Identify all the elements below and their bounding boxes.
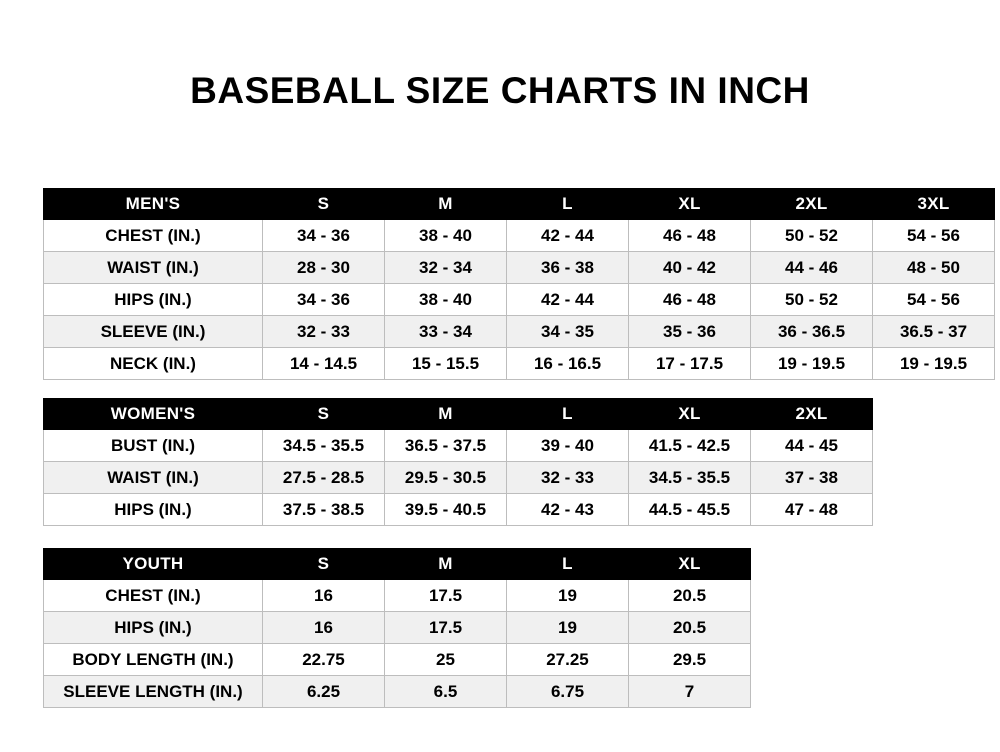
table-cell: 17.5: [385, 580, 507, 612]
mens-size-chart: [43, 188, 995, 380]
table-cell: 14 - 14.5: [263, 348, 385, 380]
table-cell: 29.5 - 30.5: [385, 462, 507, 494]
row-label: CHEST (IN.): [44, 580, 263, 612]
column-header-m: M: [385, 549, 507, 580]
mens-table-head: [44, 189, 995, 220]
womens-table-head: [44, 399, 873, 430]
youth-table-body: [44, 580, 751, 708]
table-cell: 50 - 52: [751, 284, 873, 316]
row-label: SLEEVE LENGTH (IN.): [44, 676, 263, 708]
table-cell: 39.5 - 40.5: [385, 494, 507, 526]
column-header-2xl: 2XL: [751, 189, 873, 220]
table-cell: 38 - 40: [385, 220, 507, 252]
table-cell: 32 - 33: [507, 462, 629, 494]
table-cell: 32 - 34: [385, 252, 507, 284]
table-row: [44, 462, 873, 494]
column-header-m: M: [385, 399, 507, 430]
table-header-row: [44, 189, 995, 220]
womens-table-body: [44, 430, 873, 526]
table-cell: 47 - 48: [751, 494, 873, 526]
table-cell: 28 - 30: [263, 252, 385, 284]
table-cell: 39 - 40: [507, 430, 629, 462]
table-cell: 32 - 33: [263, 316, 385, 348]
column-header-s: S: [263, 549, 385, 580]
youth-size-chart: [43, 548, 751, 708]
table-cell: 27.5 - 28.5: [263, 462, 385, 494]
table-cell: 27.25: [507, 644, 629, 676]
column-header-category: YOUTH: [44, 549, 263, 580]
table-row: [44, 348, 995, 380]
table-cell: 16: [263, 580, 385, 612]
table-cell: 40 - 42: [629, 252, 751, 284]
table-row: [44, 430, 873, 462]
column-header-l: L: [507, 189, 629, 220]
row-label: WAIST (IN.): [44, 462, 263, 494]
row-label: HIPS (IN.): [44, 284, 263, 316]
table-cell: 34.5 - 35.5: [629, 462, 751, 494]
table-cell: 16: [263, 612, 385, 644]
table-cell: 17.5: [385, 612, 507, 644]
table-row: [44, 676, 751, 708]
column-header-s: S: [263, 189, 385, 220]
table-row: [44, 644, 751, 676]
table-cell: 22.75: [263, 644, 385, 676]
table-cell: 36 - 36.5: [751, 316, 873, 348]
table-cell: 54 - 56: [873, 284, 995, 316]
table-cell: 42 - 43: [507, 494, 629, 526]
row-label: SLEEVE (IN.): [44, 316, 263, 348]
column-header-s: S: [263, 399, 385, 430]
table-cell: 44 - 45: [751, 430, 873, 462]
table-cell: 34 - 36: [263, 220, 385, 252]
column-header-xl: XL: [629, 399, 751, 430]
column-header-3xl: 3XL: [873, 189, 995, 220]
row-label: HIPS (IN.): [44, 612, 263, 644]
table-cell: 44.5 - 45.5: [629, 494, 751, 526]
table-cell: 19 - 19.5: [751, 348, 873, 380]
row-label: BUST (IN.): [44, 430, 263, 462]
column-header-xl: XL: [629, 189, 751, 220]
table-cell: 35 - 36: [629, 316, 751, 348]
youth-table-head: [44, 549, 751, 580]
table-cell: 36 - 38: [507, 252, 629, 284]
table-cell: 19: [507, 580, 629, 612]
table-cell: 36.5 - 37.5: [385, 430, 507, 462]
column-header-category: WOMEN'S: [44, 399, 263, 430]
table-cell: 19 - 19.5: [873, 348, 995, 380]
row-label: WAIST (IN.): [44, 252, 263, 284]
table-cell: 37 - 38: [751, 462, 873, 494]
mens-table-body: [44, 220, 995, 380]
table-cell: 6.25: [263, 676, 385, 708]
table-cell: 33 - 34: [385, 316, 507, 348]
column-header-category: MEN'S: [44, 189, 263, 220]
table-cell: 37.5 - 38.5: [263, 494, 385, 526]
column-header-2xl: 2XL: [751, 399, 873, 430]
table-header-row: [44, 399, 873, 430]
table-cell: 34 - 36: [263, 284, 385, 316]
mens-size-table: [43, 188, 995, 380]
youth-size-table: [43, 548, 751, 708]
page-title: BASEBALL SIZE CHARTS IN INCH: [190, 70, 810, 111]
table-row: [44, 284, 995, 316]
table-cell: 20.5: [629, 612, 751, 644]
table-cell: 54 - 56: [873, 220, 995, 252]
row-label: NECK (IN.): [44, 348, 263, 380]
table-cell: 41.5 - 42.5: [629, 430, 751, 462]
table-row: [44, 220, 995, 252]
table-cell: 42 - 44: [507, 220, 629, 252]
table-cell: 25: [385, 644, 507, 676]
womens-size-table: [43, 398, 873, 526]
table-cell: 6.75: [507, 676, 629, 708]
table-cell: 17 - 17.5: [629, 348, 751, 380]
table-cell: 34 - 35: [507, 316, 629, 348]
table-cell: 15 - 15.5: [385, 348, 507, 380]
row-label: BODY LENGTH (IN.): [44, 644, 263, 676]
table-cell: 20.5: [629, 580, 751, 612]
table-cell: 42 - 44: [507, 284, 629, 316]
table-cell: 50 - 52: [751, 220, 873, 252]
table-cell: 36.5 - 37: [873, 316, 995, 348]
table-header-row: [44, 549, 751, 580]
row-label: CHEST (IN.): [44, 220, 263, 252]
row-label: HIPS (IN.): [44, 494, 263, 526]
column-header-l: L: [507, 549, 629, 580]
table-row: [44, 580, 751, 612]
table-cell: 46 - 48: [629, 220, 751, 252]
table-cell: 6.5: [385, 676, 507, 708]
table-row: [44, 316, 995, 348]
womens-size-chart: [43, 398, 873, 526]
table-row: [44, 252, 995, 284]
table-row: [44, 494, 873, 526]
table-cell: 19: [507, 612, 629, 644]
table-cell: 34.5 - 35.5: [263, 430, 385, 462]
table-cell: 29.5: [629, 644, 751, 676]
column-header-m: M: [385, 189, 507, 220]
table-cell: 16 - 16.5: [507, 348, 629, 380]
table-cell: 44 - 46: [751, 252, 873, 284]
column-header-xl: XL: [629, 549, 751, 580]
table-row: [44, 612, 751, 644]
table-cell: 48 - 50: [873, 252, 995, 284]
table-cell: 46 - 48: [629, 284, 751, 316]
table-cell: 38 - 40: [385, 284, 507, 316]
column-header-l: L: [507, 399, 629, 430]
table-cell: 7: [629, 676, 751, 708]
